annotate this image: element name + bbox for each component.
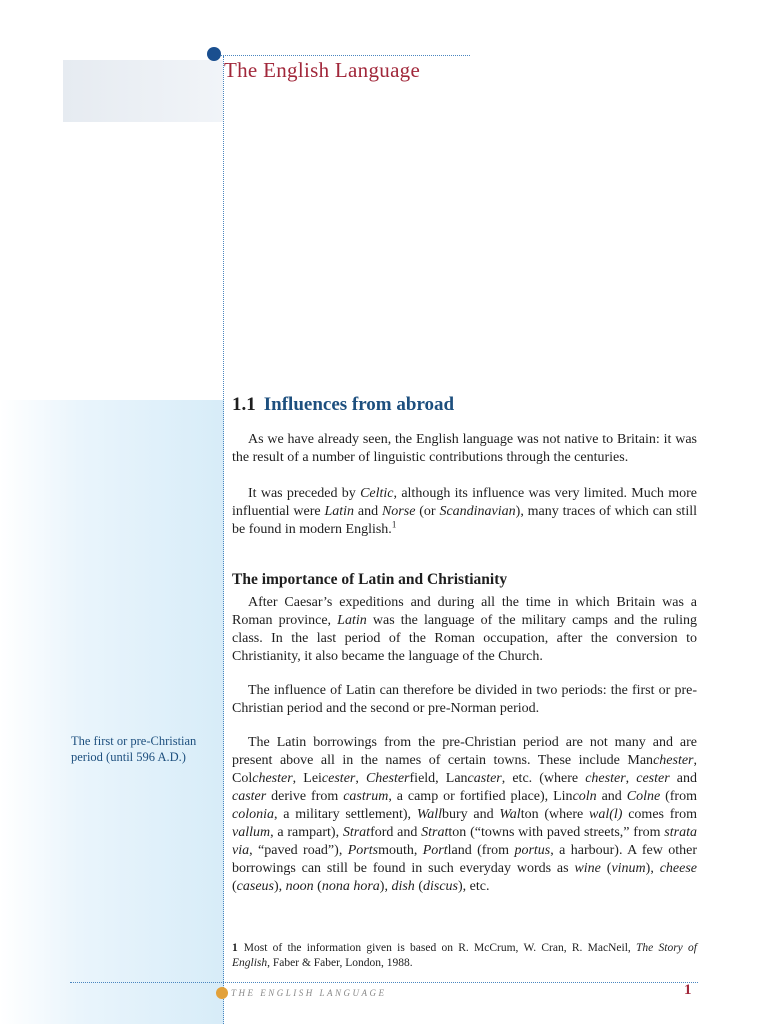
paragraph-latin-1: After Caesar’s expeditions and during all the time in which Britain was a Roman province, Latin was the language of the military camps and the ruling class. In the last period of the Roman occupation, after the conversion to Christianity, it also became the language of the Church. — [232, 595, 697, 664]
running-footer-title: THE ENGLISH LANGUAGE — [231, 988, 387, 998]
side-margin-panel — [0, 400, 224, 1024]
vertical-dotted-rule — [223, 56, 224, 1024]
orange-dot-ornament — [216, 987, 228, 999]
page-number: 1 — [684, 982, 692, 998]
paragraph-latin-2: The influence of Latin can therefore be divided in two periods: the first or pre-Christian period and the second or pre-Norman period. — [232, 683, 697, 716]
page-title: The English Language — [224, 58, 421, 82]
paragraph-latin-3: The Latin borrowings from the pre-Christian period are not many and are present above all in the names of certain towns. These include Manchester, Colchester, Leicester, Chesterfield, Lancaster, etc. (where chester, cester and caster derive from castrum, a camp or fortified place), Lincoln and Colne (from colonia, a military settlement), Wallbury and Walton (where wal(l) comes from vallum, a rampart), Stratford and Stratton (“towns with paved streets,” from strata via, “paved road”), Portsmouth, Portland (from portus, a harbour). A few other borrowings can still be found in such everyday words as wine (vinum), cheese (caseus), noon (nona hora), dish (discus), etc. — [232, 735, 697, 894]
blue-dot-ornament — [207, 47, 221, 61]
section-title: Influences from abroad — [263, 394, 455, 415]
footnote-reference: 1 — [391, 519, 397, 530]
subheading-latin-christianity: The importance of Latin and Christianity — [232, 571, 508, 588]
paragraph-intro-1: As we have already seen, the English language was not native to Britain: it was the result of a number of linguistic contributions through the centuries. — [232, 432, 697, 465]
section-number: 1.1 — [232, 394, 256, 415]
footnote-number: 1 — [232, 942, 238, 954]
top-dotted-rule — [215, 55, 470, 56]
header-decoration-box — [63, 60, 223, 122]
section-heading — [232, 394, 454, 416]
bottom-dotted-rule — [70, 982, 698, 983]
footnote: 1 Most of the information given is based on R. McCrum, W. Cran, R. MacNeil, The Story of English, Faber & Faber, London, 1988. — [232, 942, 697, 969]
margin-note: The first or pre-Christian period (until 596 A.D.) — [71, 734, 197, 764]
paragraph-intro-2: It was preceded by Celtic, although its influence was very limited. Much more influential were Latin and Norse (or Scandinavian), many traces of which can still be found in modern English.$^1$ — [232, 486, 698, 537]
